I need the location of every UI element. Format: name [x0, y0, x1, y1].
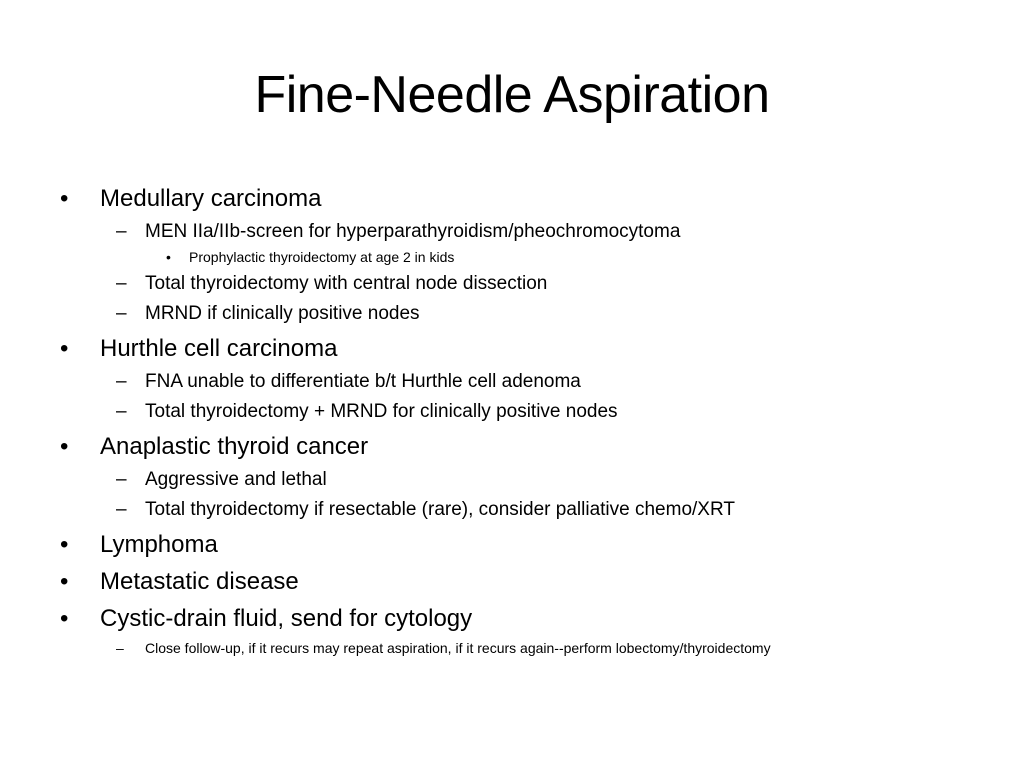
list-item [0, 468, 1024, 492]
list-item-text: Metastatic disease [100, 568, 299, 595]
dash-marker: – [116, 469, 127, 490]
list-item [0, 400, 1024, 424]
dash-marker: – [116, 401, 127, 422]
list-item-text: FNA unable to differentiate b/t Hurthle cell adenoma [145, 371, 581, 392]
bullet-marker: • [60, 531, 69, 558]
list-item [0, 498, 1024, 522]
list-item-text: Medullary carcinoma [100, 185, 322, 212]
list-item [0, 604, 1024, 634]
dash-marker: – [116, 273, 127, 294]
bullet-marker: • [60, 568, 69, 595]
dash-marker: – [116, 371, 127, 392]
list-item [0, 184, 1024, 214]
dash-marker: – [116, 303, 127, 324]
dash-marker: – [116, 221, 127, 242]
list-item [0, 334, 1024, 364]
list-item-text: Cystic-drain fluid, send for cytology [100, 605, 473, 632]
list-item [0, 639, 1024, 657]
list-item [0, 272, 1024, 296]
list-item-text: Aggressive and lethal [145, 469, 327, 490]
bullet-marker: • [60, 433, 69, 460]
list-item-text: Anaplastic thyroid cancer [100, 433, 369, 460]
list-item-text: Hurthle cell carcinoma [100, 335, 338, 362]
list-item [0, 220, 1024, 244]
bullet-marker: • [60, 605, 69, 632]
list-item [0, 530, 1024, 560]
list-item [0, 302, 1024, 326]
list-item [0, 567, 1024, 597]
dash-marker: – [116, 640, 124, 656]
list-item-text: Total thyroidectomy + MRND for clinically positive nodes [145, 401, 618, 422]
bullet-marker: • [60, 185, 69, 212]
list-item-text: Lymphoma [100, 531, 218, 558]
list-item [0, 248, 1024, 266]
bullet-marker: • [166, 249, 171, 265]
list-item-text: Prophylactic thyroidectomy at age 2 in kids [189, 249, 455, 265]
slide-title: Fine-Needle Aspiration [254, 66, 770, 124]
list-item [0, 432, 1024, 462]
list-item-text: MRND if clinically positive nodes [145, 303, 420, 324]
bullet-marker: • [60, 335, 69, 362]
list-item [0, 370, 1024, 394]
list-item-text: MEN IIa/IIb-screen for hyperparathyroidism/pheochromocytoma [145, 221, 681, 242]
list-item-text: Close follow-up, if it recurs may repeat aspiration, if it recurs again--perform lobectomy/thyroidectomy [145, 640, 771, 656]
list-item-text: Total thyroidectomy if resectable (rare), consider palliative chemo/XRT [145, 499, 735, 520]
dash-marker: – [116, 499, 127, 520]
list-item-text: Total thyroidectomy with central node dissection [145, 273, 548, 294]
